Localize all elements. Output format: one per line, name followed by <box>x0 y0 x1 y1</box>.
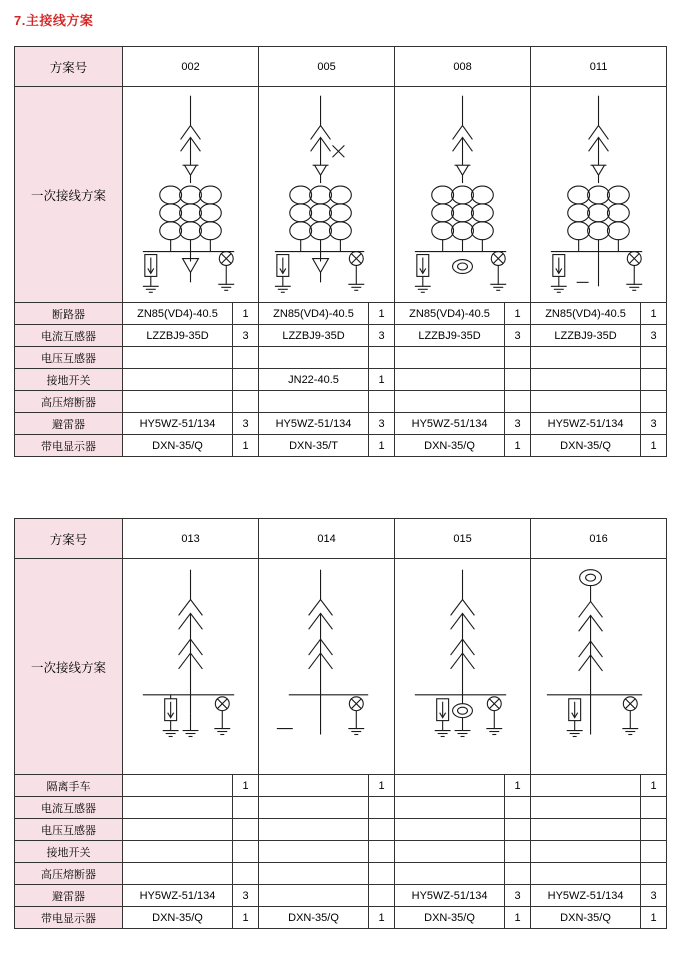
cell-value <box>395 797 505 819</box>
row-label: 避雷器 <box>15 413 123 435</box>
cell-value: HY5WZ-51/134 <box>395 413 505 435</box>
cell-qty <box>233 797 259 819</box>
cell-qty: 1 <box>369 303 395 325</box>
cell-value <box>123 819 233 841</box>
table-row <box>15 819 667 841</box>
cell-value: ZN85(VD4)-40.5 <box>123 303 233 325</box>
table-row <box>15 519 667 559</box>
table-row <box>15 413 667 435</box>
cell-qty <box>369 819 395 841</box>
scheme-number: 014 <box>259 519 395 559</box>
wiring-diagram-008 <box>395 87 531 303</box>
table-row <box>15 907 667 929</box>
cell-qty <box>641 391 667 413</box>
row-label: 带电显示器 <box>15 907 123 929</box>
wiring-diagram-016 <box>531 559 667 775</box>
cell-qty: 1 <box>369 435 395 457</box>
cell-value: HY5WZ-51/134 <box>123 413 233 435</box>
cell-value <box>259 797 369 819</box>
diagram-row-label: 一次接线方案 <box>15 87 123 303</box>
cell-value: DXN-35/Q <box>531 907 641 929</box>
cell-qty: 3 <box>505 885 531 907</box>
cell-qty <box>233 369 259 391</box>
cell-value <box>531 775 641 797</box>
header-label: 方案号 <box>15 47 123 87</box>
cell-value <box>259 391 369 413</box>
cell-value: DXN-35/Q <box>123 435 233 457</box>
cell-qty: 1 <box>233 907 259 929</box>
table-row <box>15 369 667 391</box>
cell-qty <box>641 369 667 391</box>
cell-qty <box>505 369 531 391</box>
row-label: 电压互感器 <box>15 819 123 841</box>
cell-qty <box>505 797 531 819</box>
cell-qty <box>233 347 259 369</box>
table-row <box>15 303 667 325</box>
row-label: 接地开关 <box>15 369 123 391</box>
cell-value <box>531 797 641 819</box>
cell-value <box>123 347 233 369</box>
cell-qty <box>369 347 395 369</box>
scheme-number: 016 <box>531 519 667 559</box>
table-row <box>15 391 667 413</box>
table-row <box>15 47 667 87</box>
cell-qty <box>369 391 395 413</box>
cell-qty <box>505 347 531 369</box>
row-label: 高压熔断器 <box>15 863 123 885</box>
scheme-number: 015 <box>395 519 531 559</box>
cell-qty <box>233 819 259 841</box>
cell-value <box>123 797 233 819</box>
row-label: 电流互感器 <box>15 797 123 819</box>
cell-qty: 1 <box>641 775 667 797</box>
cell-value: ZN85(VD4)-40.5 <box>531 303 641 325</box>
cell-value <box>531 369 641 391</box>
table-row <box>15 347 667 369</box>
wiring-diagram-015 <box>395 559 531 775</box>
cell-value <box>395 347 505 369</box>
cell-value <box>123 369 233 391</box>
row-label: 隔离手车 <box>15 775 123 797</box>
cell-value: HY5WZ-51/134 <box>123 885 233 907</box>
cell-value <box>531 391 641 413</box>
table-row <box>15 435 667 457</box>
cell-value: HY5WZ-51/134 <box>531 885 641 907</box>
table-row <box>15 841 667 863</box>
cell-qty: 3 <box>505 413 531 435</box>
cell-value: LZZBJ9-35D <box>531 325 641 347</box>
cell-value: ZN85(VD4)-40.5 <box>259 303 369 325</box>
cell-qty <box>641 797 667 819</box>
row-label: 高压熔断器 <box>15 391 123 413</box>
page-title: 7.主接线方案 <box>14 13 94 28</box>
cell-qty <box>233 863 259 885</box>
cell-qty <box>233 841 259 863</box>
cell-qty <box>369 797 395 819</box>
wiring-diagram-014 <box>259 559 395 775</box>
cell-value <box>123 775 233 797</box>
cell-qty: 3 <box>233 325 259 347</box>
cell-value <box>395 391 505 413</box>
cell-value: LZZBJ9-35D <box>259 325 369 347</box>
cell-qty: 1 <box>233 775 259 797</box>
scheme-table-2 <box>14 518 667 929</box>
row-label: 断路器 <box>15 303 123 325</box>
diagram-row-label: 一次接线方案 <box>15 559 123 775</box>
table-row-diagrams <box>15 559 667 775</box>
cell-qty: 1 <box>641 435 667 457</box>
cell-qty <box>369 863 395 885</box>
header-label: 方案号 <box>15 519 123 559</box>
cell-value <box>395 369 505 391</box>
row-label: 电流互感器 <box>15 325 123 347</box>
scheme-number: 013 <box>123 519 259 559</box>
scheme-number: 005 <box>259 47 395 87</box>
cell-value <box>259 841 369 863</box>
cell-value <box>531 347 641 369</box>
cell-qty: 3 <box>641 413 667 435</box>
cell-value: HY5WZ-51/134 <box>259 413 369 435</box>
cell-qty: 3 <box>505 325 531 347</box>
cell-value <box>531 841 641 863</box>
cell-qty <box>233 391 259 413</box>
cell-qty <box>369 841 395 863</box>
row-label: 接地开关 <box>15 841 123 863</box>
cell-value <box>123 841 233 863</box>
cell-qty: 1 <box>369 907 395 929</box>
cell-value <box>395 841 505 863</box>
cell-qty: 1 <box>641 303 667 325</box>
cell-qty: 1 <box>641 907 667 929</box>
table-row <box>15 325 667 347</box>
cell-value: JN22-40.5 <box>259 369 369 391</box>
cell-qty: 1 <box>505 303 531 325</box>
row-label: 带电显示器 <box>15 435 123 457</box>
cell-value <box>531 819 641 841</box>
wiring-diagram-002 <box>123 87 259 303</box>
cell-value: LZZBJ9-35D <box>395 325 505 347</box>
cell-value: DXN-35/Q <box>395 435 505 457</box>
cell-value <box>259 819 369 841</box>
row-label: 避雷器 <box>15 885 123 907</box>
cell-qty: 1 <box>369 775 395 797</box>
wiring-diagram-005 <box>259 87 395 303</box>
cell-value: DXN-35/Q <box>123 907 233 929</box>
cell-value: HY5WZ-51/134 <box>531 413 641 435</box>
cell-qty: 3 <box>369 413 395 435</box>
scheme-number: 011 <box>531 47 667 87</box>
cell-qty: 3 <box>233 413 259 435</box>
cell-qty <box>641 819 667 841</box>
cell-qty <box>505 391 531 413</box>
cell-qty: 3 <box>233 885 259 907</box>
table-row <box>15 797 667 819</box>
table-row <box>15 885 667 907</box>
cell-qty <box>505 863 531 885</box>
cell-qty <box>641 841 667 863</box>
cell-value <box>259 885 369 907</box>
cell-value: LZZBJ9-35D <box>123 325 233 347</box>
cell-qty <box>505 819 531 841</box>
cell-qty: 1 <box>505 435 531 457</box>
cell-qty <box>641 863 667 885</box>
cell-value <box>259 347 369 369</box>
cell-value: DXN-35/T <box>259 435 369 457</box>
wiring-diagram-013 <box>123 559 259 775</box>
cell-qty <box>505 841 531 863</box>
cell-value <box>123 391 233 413</box>
cell-value <box>395 863 505 885</box>
cell-qty <box>369 885 395 907</box>
cell-qty <box>641 347 667 369</box>
cell-qty: 1 <box>505 775 531 797</box>
cell-qty: 1 <box>505 907 531 929</box>
cell-qty: 3 <box>641 885 667 907</box>
cell-qty: 3 <box>641 325 667 347</box>
cell-value: HY5WZ-51/134 <box>395 885 505 907</box>
scheme-number: 008 <box>395 47 531 87</box>
cell-qty: 1 <box>233 435 259 457</box>
cell-value <box>259 863 369 885</box>
cell-qty: 3 <box>369 325 395 347</box>
table-row <box>15 775 667 797</box>
cell-value <box>259 775 369 797</box>
scheme-table-1 <box>14 46 667 457</box>
cell-value: ZN85(VD4)-40.5 <box>395 303 505 325</box>
wiring-diagram-011 <box>531 87 667 303</box>
cell-value <box>531 863 641 885</box>
scheme-number: 002 <box>123 47 259 87</box>
cell-value: DXN-35/Q <box>531 435 641 457</box>
table-row-diagrams <box>15 87 667 303</box>
cell-qty: 1 <box>233 303 259 325</box>
cell-value <box>395 775 505 797</box>
cell-value <box>123 863 233 885</box>
table-row <box>15 863 667 885</box>
cell-value: DXN-35/Q <box>259 907 369 929</box>
cell-qty: 1 <box>369 369 395 391</box>
cell-value: DXN-35/Q <box>395 907 505 929</box>
row-label: 电压互感器 <box>15 347 123 369</box>
cell-value <box>395 819 505 841</box>
